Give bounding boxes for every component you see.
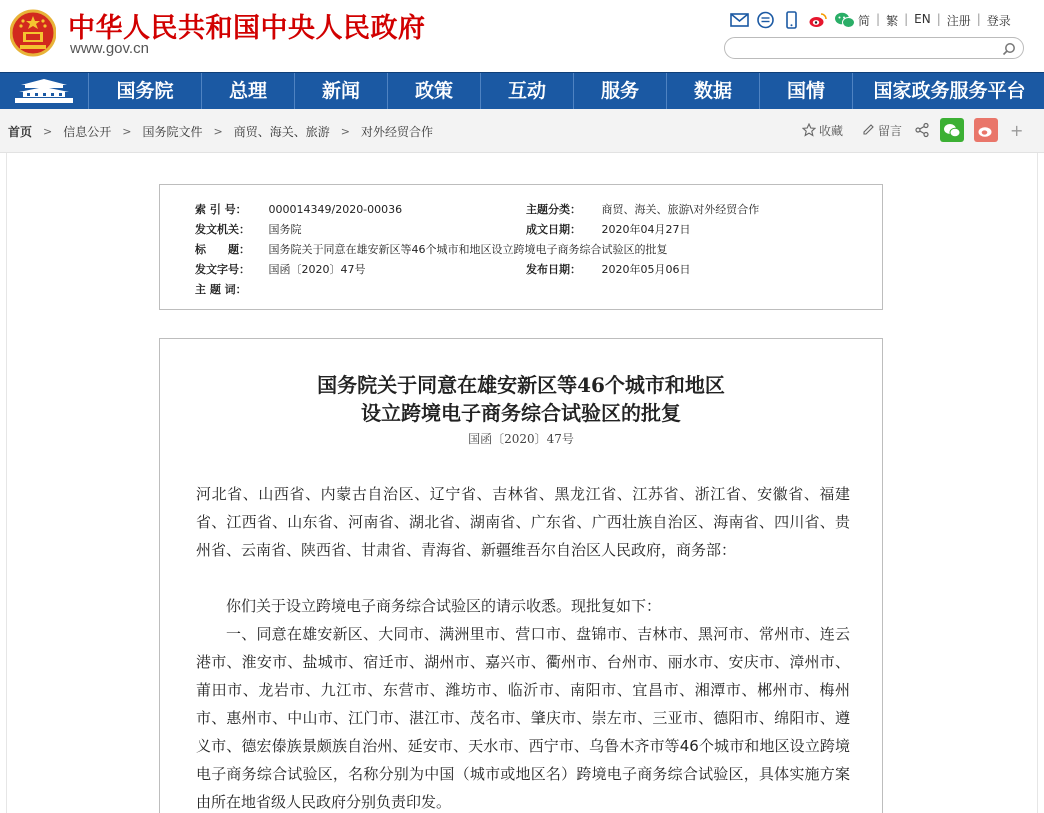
nav-item-data[interactable]: 数据 (666, 73, 759, 109)
wechat-icon[interactable] (834, 11, 856, 29)
nav-items (88, 73, 1044, 109)
nav-item-state-council[interactable]: 国务院 (88, 73, 201, 109)
search-icon[interactable] (1001, 41, 1017, 57)
site-title[interactable]: 中华人民共和国中央人民政府 (68, 13, 426, 44)
info-published-value: 2020年05月06日 (601, 263, 691, 276)
share-wechat-button[interactable] (940, 118, 964, 142)
share-bar (802, 117, 1023, 143)
info-created-label: 成文日期： (526, 223, 581, 236)
site-domain[interactable]: www.gov.cn (70, 40, 149, 57)
info-created-value: 2020年04月27日 (601, 223, 691, 236)
document-title-line-2: 设立跨境电子商务综合试验区的批复 (361, 401, 681, 425)
link-traditional[interactable]: 繁 (886, 14, 899, 28)
share-icon[interactable] (914, 122, 930, 138)
info-issuer-value: 国务院 (268, 223, 302, 236)
search-input[interactable] (735, 39, 1005, 59)
separator: | (876, 12, 881, 26)
breadcrumb (8, 123, 433, 140)
info-created-row (526, 221, 691, 237)
nav-item-interaction[interactable]: 互动 (480, 73, 573, 109)
document-paragraph-2: 一、同意在雄安新区、大同市、满洲里市、营口市、盘锦市、吉林市、黑河市、常州市、连云港市、淮安市、盐城市、宿迁市、湖州市、嘉兴市、衢州市、台州市、丽水市、安庆市、漳州市、莆田市、龙岩市、九江市、东营市、潍坊市、临沂市、南阳市、宜昌市、湘潭市、郴州市、梅州市、惠州市、中山市、江门市、湛江市、茂名市、肇庆市、崇左市、三亚市、德阳市、绵阳市、遵义市、德宏傣族景颇族自治州、延安市、天水市、西宁市、乌鲁木齐市等46个城市和地区设立跨境电子商务综合试验区，名称分别为中国（城市或地区名）跨境电子商务综合试验区，具体实施方案由所在地省级人民政府分别负责印发。 (196, 625, 850, 811)
info-published-label: 发布日期： (526, 263, 581, 276)
info-index-row (195, 201, 402, 217)
info-index-value: 000014349/2020-00036 (268, 203, 403, 216)
top-icon-group (730, 10, 856, 30)
breadcrumb-home[interactable]: 首页 (8, 125, 33, 139)
message-icon[interactable] (756, 11, 775, 29)
info-issuer-label: 发文机关： (195, 223, 250, 236)
star-icon (802, 123, 816, 137)
document-title-line-1: 国务院关于同意在雄安新区等46个城市和地区 (317, 373, 725, 397)
favorite-label: 收藏 (819, 123, 844, 138)
document-number: 国函〔2020〕47号 (468, 432, 574, 446)
chevron-right-icon: > (122, 125, 132, 138)
wechat-icon (943, 123, 961, 138)
chevron-right-icon: > (43, 125, 53, 138)
document-body (159, 338, 883, 813)
nav-item-services[interactable]: 服务 (573, 73, 666, 109)
link-register[interactable]: 注册 (946, 14, 971, 28)
mail-icon[interactable] (730, 11, 749, 29)
search-box (724, 37, 1024, 59)
separator: | (904, 12, 909, 26)
top-link-group (858, 12, 1011, 29)
info-topic-label: 主题分类： (526, 203, 581, 216)
breadcrumb-info-disclosure[interactable]: 信息公开 (63, 125, 112, 139)
tiananmen-icon (13, 77, 75, 105)
info-published-row (526, 261, 691, 277)
info-issuer-row (195, 221, 302, 237)
main-nav (0, 72, 1044, 109)
nav-item-premier[interactable]: 总理 (201, 73, 294, 109)
document-info-table (159, 184, 883, 310)
info-docno-value: 国函〔2020〕47号 (268, 263, 366, 276)
nav-item-policy[interactable]: 政策 (387, 73, 480, 109)
mobile-icon[interactable] (782, 11, 801, 29)
separator: | (976, 12, 981, 26)
breadcrumb-foreign-trade[interactable]: 对外经贸合作 (360, 125, 433, 139)
info-docno-row (195, 261, 366, 277)
chevron-right-icon: > (340, 125, 350, 138)
chevron-right-icon: > (213, 125, 223, 138)
more-share-icon[interactable]: + (1010, 120, 1024, 140)
link-simplified[interactable]: 简 (858, 14, 871, 28)
document-paragraph-1: 你们关于设立跨境电子商务综合试验区的请示收悉。现批复如下： (226, 597, 662, 615)
link-login[interactable]: 登录 (986, 14, 1011, 28)
nav-item-gov-service-platform[interactable]: 国家政务服务平台 (852, 73, 1044, 109)
info-keywords-row (195, 281, 269, 297)
weibo-icon (977, 123, 995, 138)
nav-home-button[interactable] (0, 73, 88, 109)
comment-button[interactable] (861, 122, 902, 139)
site-header (0, 0, 1044, 72)
document-addressees: 河北省、山西省、内蒙古自治区、辽宁省、吉林省、黑龙江省、江苏省、浙江省、安徽省、福建省、江西省、山东省、河南省、湖北省、湖南省、广东省、广西壮族自治区、海南省、四川省、贵州省、云南省、陕西省、甘肃省、青海省、新疆维吾尔自治区人民政府，商务部： (196, 485, 850, 559)
weibo-icon[interactable] (808, 11, 827, 29)
info-keywords-label: 主 题 词： (195, 283, 247, 296)
info-docno-label: 发文字号： (195, 263, 250, 276)
breadcrumb-trade-customs-tourism[interactable]: 商贸、海关、旅游 (233, 125, 330, 139)
pencil-icon (861, 123, 875, 137)
national-emblem-icon[interactable] (10, 8, 56, 58)
info-title-value: 国务院关于同意在雄安新区等46个城市和地区设立跨境电子商务综合试验区的批复 (268, 243, 668, 256)
comment-label: 留言 (878, 123, 903, 138)
info-title-label: 标 题： (195, 243, 250, 256)
info-topic-value: 商贸、海关、旅游\对外经贸合作 (601, 203, 760, 216)
nav-item-news[interactable]: 新闻 (294, 73, 387, 109)
breadcrumb-state-council-documents[interactable]: 国务院文件 (142, 125, 203, 139)
info-topic-row (526, 201, 759, 217)
nav-item-national-info[interactable]: 国情 (759, 73, 852, 109)
info-index-label: 索 引 号： (195, 203, 247, 216)
link-english[interactable]: EN (914, 12, 931, 26)
share-weibo-button[interactable] (974, 118, 998, 142)
info-title-row (195, 241, 668, 257)
separator: | (936, 12, 941, 26)
favorite-button[interactable] (802, 122, 843, 139)
